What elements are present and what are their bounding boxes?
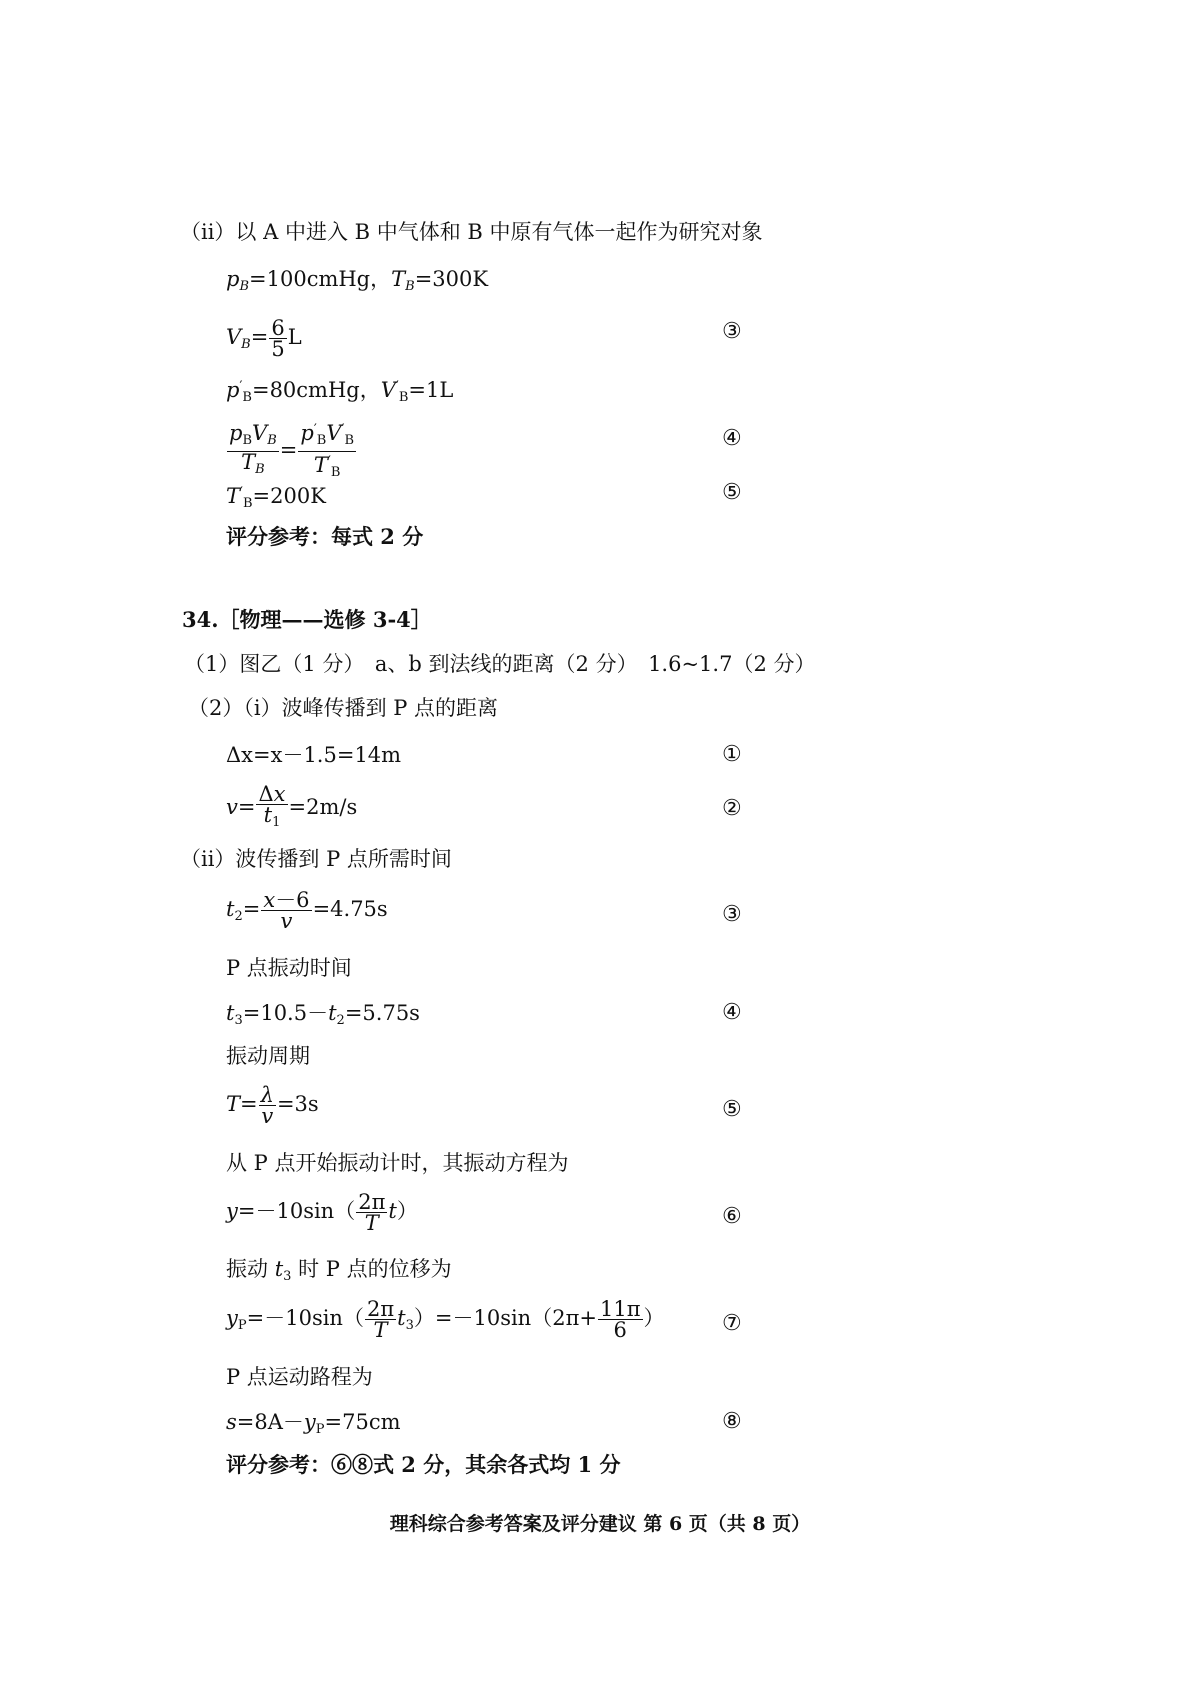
- path-label: P 点运动路程为: [226, 1365, 373, 1389]
- period-label: 振动周期: [226, 1044, 310, 1068]
- page-footer: 理科综合参考答案及评分建议 第 6 页（共 8 页）: [389, 1513, 811, 1535]
- equation-number-5a: ⑤: [722, 480, 742, 505]
- vibration-time-label: P 点振动时间: [226, 956, 352, 980]
- score-note-34: 评分参考：⑥⑧式 2 分，其余各式均 1 分: [226, 1452, 621, 1477]
- vibration-equation-label: 从 P 点开始振动计时，其振动方程为: [226, 1151, 569, 1175]
- equation-number-2: ②: [722, 796, 742, 821]
- equation-number-5: ⑤: [722, 1097, 742, 1122]
- equation-number-3a: ③: [722, 319, 742, 344]
- equation-delta-x: Δx=x－1.5=14m: [226, 743, 402, 767]
- equation-t2: $t_2=$ $\frac{x-6}{v}$ =4.75s: [226, 888, 388, 933]
- equation-number-7: ⑦: [722, 1311, 742, 1336]
- equation-number-6: ⑥: [722, 1204, 742, 1229]
- equation-number-1: ①: [722, 742, 742, 767]
- equation-y: y=－10sin（ $\frac{2\pi}{T}$ t）: [226, 1190, 418, 1235]
- equation-pb-prime: $p'_B=80cmHg$，$V'_B=1L$: [226, 378, 454, 405]
- part-2-ii: （ii）波传播到 P 点所需时间: [180, 847, 452, 871]
- equation-gas-law: $\frac{p_BV_B}{T_B}$ = $\frac{p'_BV'_B}{T'_B}$: [229, 421, 355, 480]
- question-34-title: 34.［物理——选修 3-4］: [182, 607, 432, 632]
- equation-yp: $y_P=-10\sin$（ $\frac{2\pi}{T}$ $t_3)=-10\sin(2\pi+$ $\frac{11\pi}{6}$ ）: [226, 1297, 665, 1342]
- displacement-label: 振动 $t_3$ 时 P 点的位移为: [226, 1257, 452, 1284]
- equation-number-4a: ④: [722, 426, 742, 451]
- equation-tb-prime: $T'_B=200K$: [226, 484, 326, 511]
- equation-t3: $t_3=10.5-t_2=5.75s$: [226, 1001, 420, 1028]
- score-note-a: 评分参考：每式 2 分: [226, 524, 424, 549]
- equation-vb: $V_B=$ $\frac{6}{5}$ L: [226, 316, 302, 361]
- equation-velocity: v= $\frac{\Delta x}{t_1}$ =2m/s: [226, 782, 358, 830]
- equation-period: T= $\frac{\lambda}{v}$ =3s: [226, 1083, 319, 1128]
- equation-number-8: ⑧: [722, 1409, 742, 1434]
- part-1: （1）图乙（1 分） a、b 到法线的距离（2 分） 1.6~1.7（2 分）: [184, 652, 816, 676]
- equation-number-3: ③: [722, 902, 742, 927]
- equation-number-4: ④: [722, 1000, 742, 1025]
- section-heading: （ii）以 A 中进入 B 中气体和 B 中原有气体一起作为研究对象: [180, 220, 763, 244]
- equation-pb: $p_B=100cmHg$，$T_B=300K$: [226, 267, 489, 294]
- equation-path: $s=8A-y_P=75cm$: [226, 1410, 401, 1437]
- part-2-i: （2）（i）波峰传播到 P 点的距离: [188, 696, 499, 720]
